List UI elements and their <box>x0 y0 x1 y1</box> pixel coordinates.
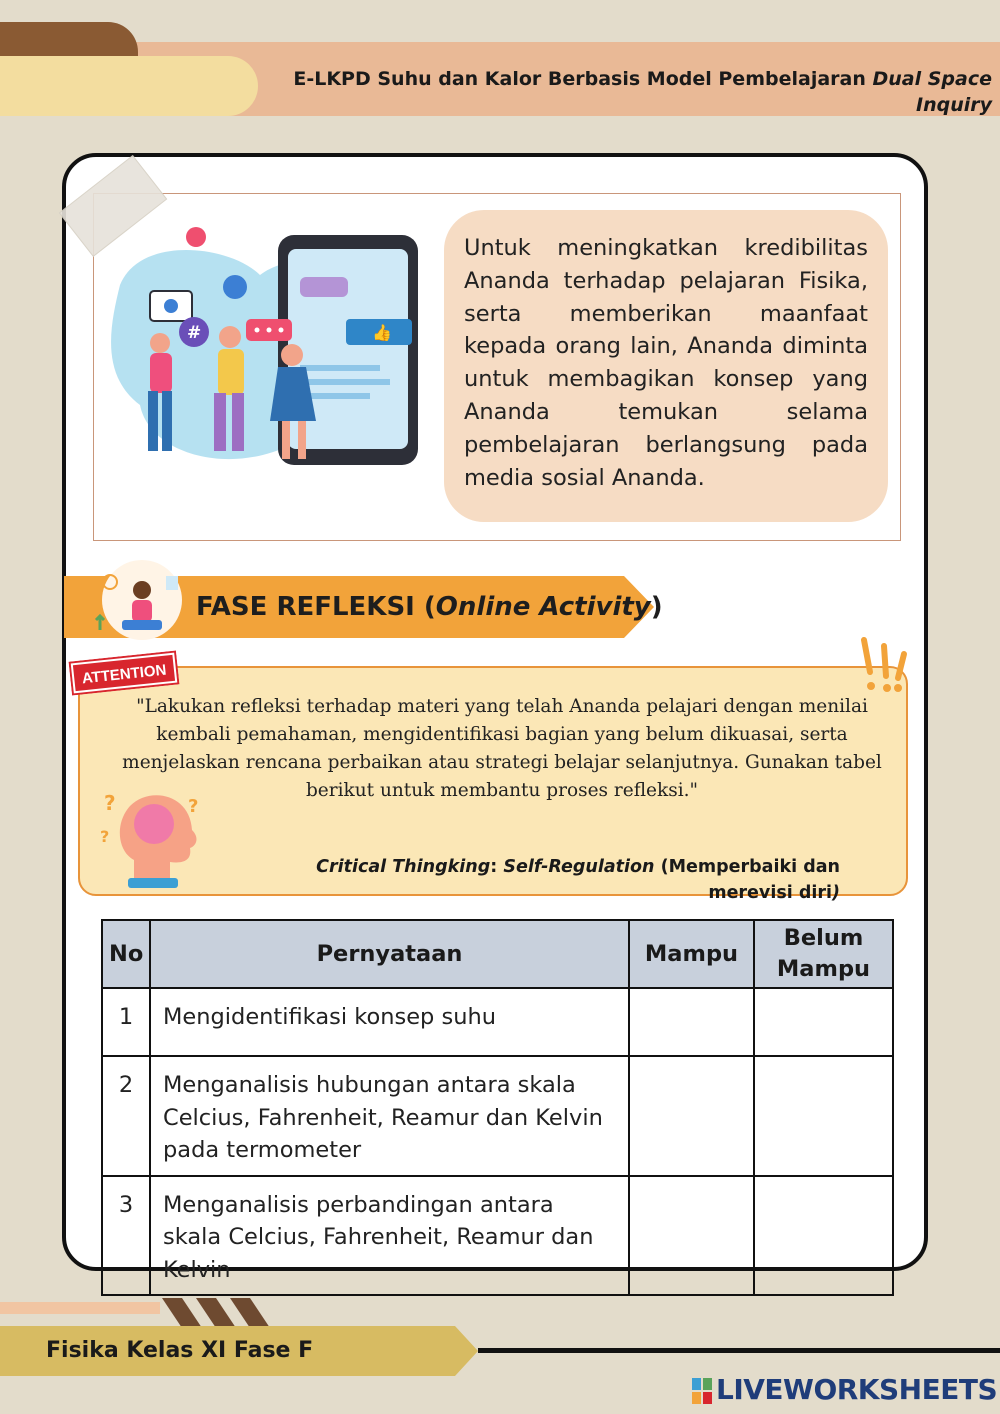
footer-label: Fisika Kelas XI Fase F <box>46 1338 314 1363</box>
row-statement: Menganalisis perbandingan antara skala Celcius, Fahrenheit, Reamur dan Kelvin <box>150 1176 629 1296</box>
header-able: Mampu <box>629 920 754 988</box>
row-statement: Mengidentifikasi konsep suhu <box>150 988 629 1056</box>
liveworksheets-logo-icon <box>692 1378 712 1404</box>
able-cell[interactable] <box>629 1056 754 1176</box>
row-number: 1 <box>102 988 150 1056</box>
attention-label-text: ATTENTION <box>81 661 168 688</box>
table-row <box>102 1056 893 1176</box>
phase-title: FASE REFLEKSI (Online Activity) <box>196 592 663 622</box>
svg-text:#: # <box>187 323 202 343</box>
intro-text-bubble <box>444 210 888 522</box>
row-number: 3 <box>102 1176 150 1296</box>
multitasking-person-icon <box>86 560 190 644</box>
svg-text:?: ? <box>104 791 116 815</box>
exclamation-icon <box>854 636 914 694</box>
table-row <box>102 1176 893 1296</box>
footer-stripes <box>156 1298 276 1328</box>
table-row <box>102 988 893 1056</box>
critical-thinking-note: Critical Thingking: Self-Regulation (Memperbaiki dan merevisi diri) <box>316 857 840 903</box>
header-no: No <box>102 920 150 988</box>
svg-text:?: ? <box>100 827 110 846</box>
svg-text:?: ? <box>188 796 199 817</box>
row-statement: Menganalisis hubungan antara skala Celcius, Fahrenheit, Reamur dan Kelvin pada termometer <box>150 1056 629 1176</box>
attention-text: "Lakukan refleksi terhadap materi yang telah Ananda pelajari dengan menilai kembali pemahaman, mengidentifikasi bagian yang belum dikuasai, serta menjelaskan rencana perbaikan atau strategi belajar selanjutnya. Gunakan tabel berikut untuk membantu proses refleksi." <box>122 696 882 801</box>
thinking-brain-icon <box>100 786 208 892</box>
able-cell[interactable] <box>629 988 754 1056</box>
svg-text:👍: 👍 <box>372 323 392 342</box>
header-yellow-pill <box>0 56 258 116</box>
reflection-table <box>101 919 894 1296</box>
social-media-illustration <box>110 215 430 485</box>
not-able-cell[interactable] <box>754 988 893 1056</box>
intro-text: Untuk meningkatkan kredibilitas Ananda terhadap pelajaran Fisika, serta memberikan maanfaat kepada orang lain, Ananda diminta untuk membagikan konsep yang Ananda temukan selama pembelajaran berlangsung pada media sosial Ananda. <box>464 235 868 491</box>
able-cell[interactable] <box>629 1176 754 1296</box>
pink-ball-icon <box>186 227 206 247</box>
not-able-cell[interactable] <box>754 1176 893 1296</box>
header-not-able: Belum Mampu <box>754 920 893 988</box>
liveworksheets-brand[interactable]: LIVEWORKSHEETS <box>716 1373 998 1406</box>
footer-peach-strip <box>0 1302 160 1314</box>
page-header-title: E-LKPD Suhu dan Kalor Berbasis Model Pembelajaran Dual Space Inquiry <box>293 68 992 116</box>
footer-line <box>478 1348 1000 1353</box>
table-header-row <box>102 920 893 988</box>
row-number: 2 <box>102 1056 150 1176</box>
not-able-cell[interactable] <box>754 1056 893 1176</box>
header-statement: Pernyataan <box>150 920 629 988</box>
